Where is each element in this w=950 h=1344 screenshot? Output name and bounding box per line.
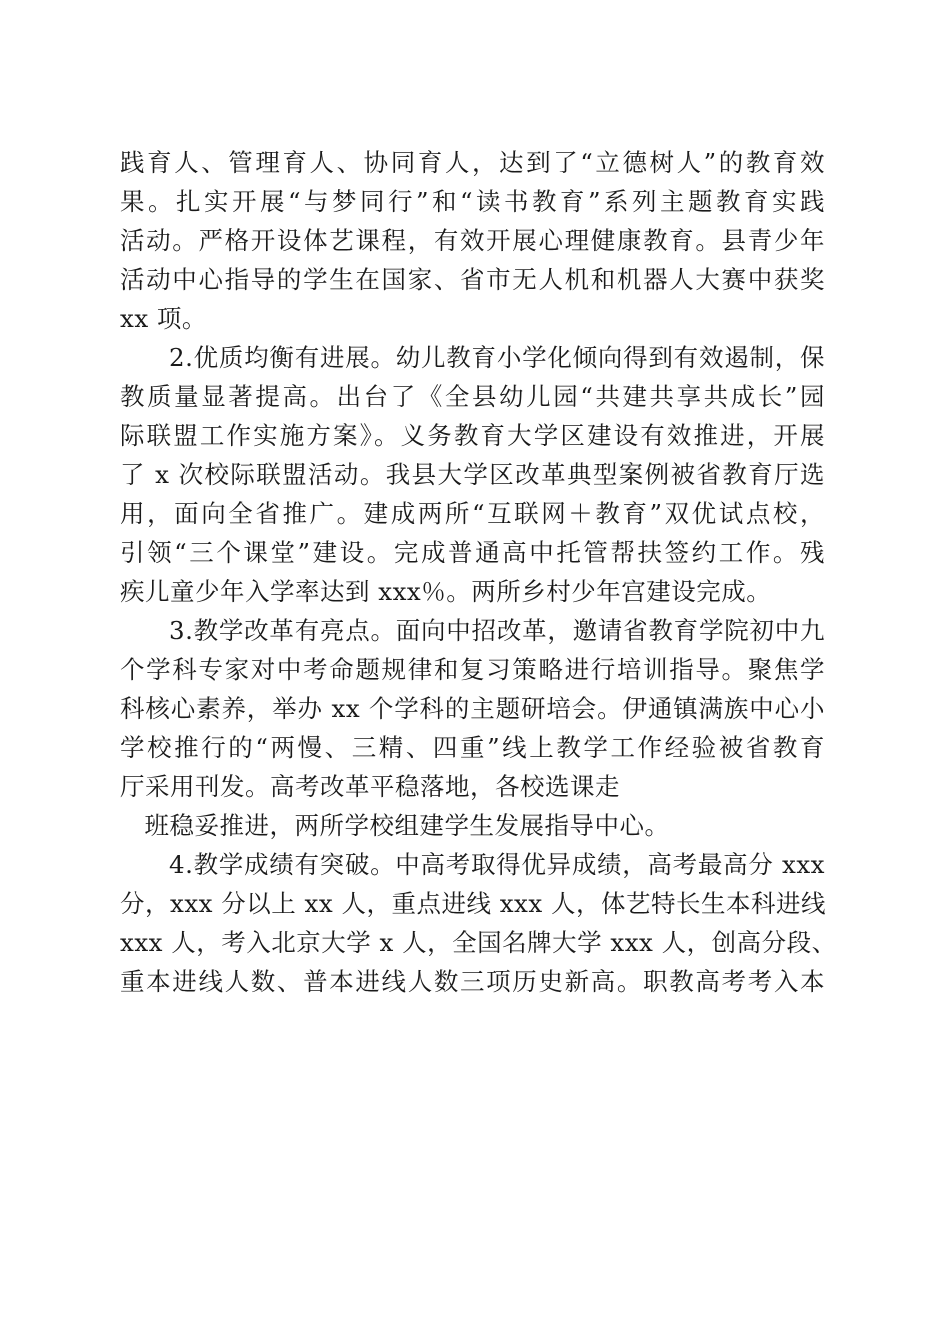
text-line: 分，xxx 分以上 xx 人，重点进线 xxx 人，体艺特长生本科进线 [120, 889, 826, 918]
text-line: 引领“三个课堂”建设。完成普通高中托管帮扶签约工作。残 [120, 538, 825, 567]
text-line: 疾儿童少年入学率达到 xxx％。两所乡村少年宫建设完成。 [120, 577, 772, 606]
paragraph-teaching-reform [120, 611, 825, 806]
paragraph-moral-education [120, 143, 825, 338]
text-line: 3.教学改革有亮点。面向中招改革，邀请省教育学院初中九 [169, 616, 825, 645]
text-line: 科核心素养，举办 xx 个学科的主题研培会。伊通镇满族中心小 [120, 694, 825, 723]
paragraph-continuation [120, 806, 825, 845]
text-line: 重本进线人数、普本进线人数三项历史新高。职教高考考入本 [120, 967, 825, 996]
paragraph-balanced-development [120, 338, 825, 611]
document-body [120, 143, 837, 1001]
paragraph-teaching-results [120, 845, 837, 1001]
text-line: 教质量显著提高。出台了《全县幼儿园“共建共享共成长”园 [120, 382, 825, 411]
text-line: 厅采用刊发。高考改革平稳落地，各校选课走 [120, 772, 620, 801]
text-line: 活动。严格开设体艺课程，有效开展心理健康教育。县青少年 [120, 226, 825, 255]
text-line: 学校推行的“两慢、三精、四重”线上教学工作经验被省教育 [120, 733, 825, 762]
text-line: 了 x 次校际联盟活动。我县大学区改革典型案例被省教育厅选 [120, 460, 825, 489]
text-line: 际联盟工作实施方案》。义务教育大学区建设有效推进，开展 [120, 421, 825, 450]
text-line: 4.教学成绩有突破。中高考取得优异成绩，高考最高分 xxx [169, 850, 825, 879]
text-line: 用，面向全省推广。建成两所“互联网＋教育”双优试点校， [120, 499, 825, 528]
text-line: xx 项。 [120, 304, 207, 333]
text-line: xxx 人，考入北京大学 x 人，全国名牌大学 xxx 人，创高分段、 [120, 928, 837, 957]
text-line: 班稳妥推进，两所学校组建学生发展指导中心。 [144, 811, 670, 840]
text-line: 2.优质均衡有进展。幼儿教育小学化倾向得到有效遏制，保 [169, 343, 825, 372]
text-line: 个学科专家对中考命题规律和复习策略进行培训指导。聚焦学 [120, 655, 825, 684]
text-line: 践育人、管理育人、协同育人，达到了“立德树人”的教育效 [120, 148, 825, 177]
text-line: 果。扎实开展“与梦同行”和“读书教育”系列主题教育实践 [120, 187, 825, 216]
text-line: 活动中心指导的学生在国家、省市无人机和机器人大赛中获奖 [120, 265, 825, 294]
